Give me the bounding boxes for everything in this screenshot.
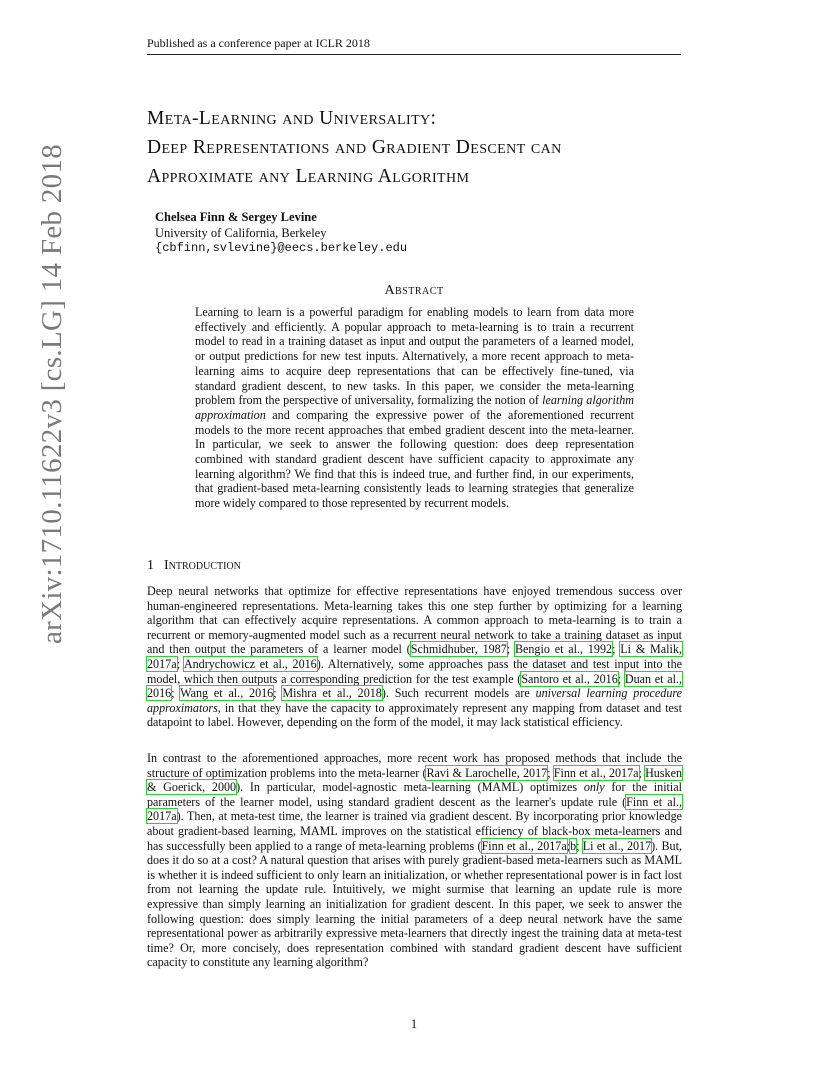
para2-emphasis: only <box>583 780 605 795</box>
intro-paragraph-1 <box>147 584 682 730</box>
citation-link[interactable]: Husken & Goerick, 2000 <box>147 765 683 795</box>
citation-separator: ; <box>612 642 621 657</box>
citation-link[interactable]: Wang et al., 2016 <box>180 686 274 701</box>
page-number: 1 <box>410 1017 418 1031</box>
author-affiliation: University of California, Berkeley <box>155 225 327 240</box>
abstract-emphasis: learning algorithm approximation <box>195 393 635 422</box>
citation-link[interactable]: Schmidhuber, 1987 <box>410 642 507 657</box>
citation-separator: ; <box>176 656 184 671</box>
title-line-2: Deep Representations and Gradient Descent can <box>147 137 562 158</box>
citation-link[interactable]: Finn et al., 2017a <box>147 794 683 824</box>
para2-text: ). In particular, model-agnostic meta-learning (MAML) optimizes <box>236 780 584 795</box>
running-header: Published as a conference paper at ICLR 2018 <box>147 36 681 55</box>
title-line-3: Approximate any Learning Algorithm <box>147 166 470 187</box>
abstract-text-a: Learning to learn is a powerful paradigm for enabling models to learn from data more effectively and efficiently. A popular approach to meta-learning is to train a recurrent model to read in a training dataset as input and output the parameters of a learned model, or output predictions for new test inputs. Alternatively, a more recent approach to meta-learning aims to acquire deep representations that can be effectively fine-tuned, via standard gradient descent, to new tasks. In this paper, we consider the meta-learning problem from the perspective of universality, formalizing the notion of <box>195 305 634 408</box>
intro-paragraph-2 <box>147 751 682 970</box>
citation-link[interactable]: Santoro et al., 2016 <box>521 671 618 686</box>
abstract-text <box>195 305 634 511</box>
citation-separator: ; <box>638 765 646 780</box>
para2-text: ). Then, at meta-test time, the learner is trained via gradient descent. By incorporating prior knowledge about gradient-based learning, MAML improves on the statistical efficiency of black-box meta-learners and has successfully been applied to a range of meta-learning problems ( <box>147 809 682 853</box>
citation-separator: ; <box>171 686 181 701</box>
citation-separator: ; <box>566 838 571 853</box>
citation-link[interactable]: Bengio et al., 1992 <box>514 642 613 657</box>
para1-emphasis: universal learning procedure approximators <box>147 686 683 715</box>
para1-text: , in that they have the capacity to approximately represent any mapping from dataset and test datapoint to label. However, depending on the form of the model, it may lack statistical efficiency. <box>147 700 682 730</box>
para2-text: ). But, does it do so at a cost? A natural question that arises with purely gradient-based meta-learners such as MAML is whether it is indeed sufficient to only learn an initialization, or whether representational power is in fact lost from not learning the update rule. Intuitively, we might surmise that learning an update rule is more expressive than simply learning an initialization for gradient descent. In this paper, we seek to answer the following question: does simply learning the initial parameters of a deep neural network have the same representational power as arbitrarily expressive meta-learners that directly ingest the training data at meta-test time? Or, more concisely, does representation combined with standard gradient descent have sufficient capacity to constitute any learning algorithm? <box>147 838 682 970</box>
title-line-1: Meta-Learning and Universality: <box>147 108 437 129</box>
author-names: Chelsea Finn & Sergey Levine <box>155 210 317 224</box>
citation-separator: ; <box>617 671 625 686</box>
abstract-heading: Abstract <box>384 283 444 298</box>
citation-separator: ; <box>273 686 283 701</box>
author-block <box>155 210 407 257</box>
citation-link[interactable]: b <box>570 838 577 853</box>
citation-separator: ; <box>506 642 515 657</box>
arxiv-identifier: arXiv:1710.11622v3 [cs.LG] 14 Feb 2018 <box>36 143 68 644</box>
para1-text: ). Alternatively, some approaches pass the dataset and test input into the model, which then outputs a corresponding prediction for the test example ( <box>147 656 683 686</box>
para1-text: Deep neural networks that optimize for effective representations have enjoyed tremendous success over human-engineered representations. Meta-learning takes this one step further by optimizing for a learning algorithm that can effectively acquire representations. A common approach to meta-learning is to train a recurrent or memory-augmented model such as a recurrent neural network to take a training dataset as input and then output the parameters of a learner model ( <box>147 584 682 657</box>
citation-link[interactable]: Li et al., 2017 <box>582 838 652 853</box>
citation-link[interactable]: Finn et al., 2017a <box>553 765 639 780</box>
section-heading-introduction <box>147 558 241 574</box>
paper-title <box>147 104 687 191</box>
para2-text: In contrast to the aforementioned approaches, more recent work has proposed methods that include the structure of optimization problems into the meta-learner ( <box>147 751 682 780</box>
citation-link[interactable]: Duan et al., 2016 <box>147 671 682 701</box>
citation-separator: ; <box>547 765 554 780</box>
para2-text: for the initial parameters of the learner model, using standard gradient descent as the learner's update rule ( <box>147 780 683 809</box>
citation-link[interactable]: Andrychowicz et al., 2016 <box>183 656 317 671</box>
citation-link[interactable]: Finn et al., 2017a <box>481 838 567 853</box>
citation-link[interactable]: Ravi & Larochelle, 2017 <box>426 765 548 780</box>
citation-link[interactable]: Li & Malik, 2017a <box>147 642 682 671</box>
para1-text: ). Such recurrent models are <box>381 686 536 701</box>
section-number: 1 <box>147 558 154 573</box>
citation-link[interactable]: Mishra et al., 2018 <box>282 686 382 701</box>
abstract-text-b: and comparing the expressive power of the aforementioned recurrent models to the more recent approaches that embed gradient descent into the meta-learner. In particular, we seek to answer the following question: does deep representation combined with standard gradient descent have sufficient capacity to approximate any learning algorithm? We find that this is indeed true, and further find, in our experiments, that gradient-based meta-learning consistently leads to learning strategies that generalize more widely compared to those represented by recurrent models. <box>195 407 634 511</box>
author-email[interactable]: {cbfinn,svlevine}@eecs.berkeley.edu <box>155 241 408 255</box>
citation-separator: ; <box>576 838 583 853</box>
section-title: Introduction <box>164 558 241 573</box>
